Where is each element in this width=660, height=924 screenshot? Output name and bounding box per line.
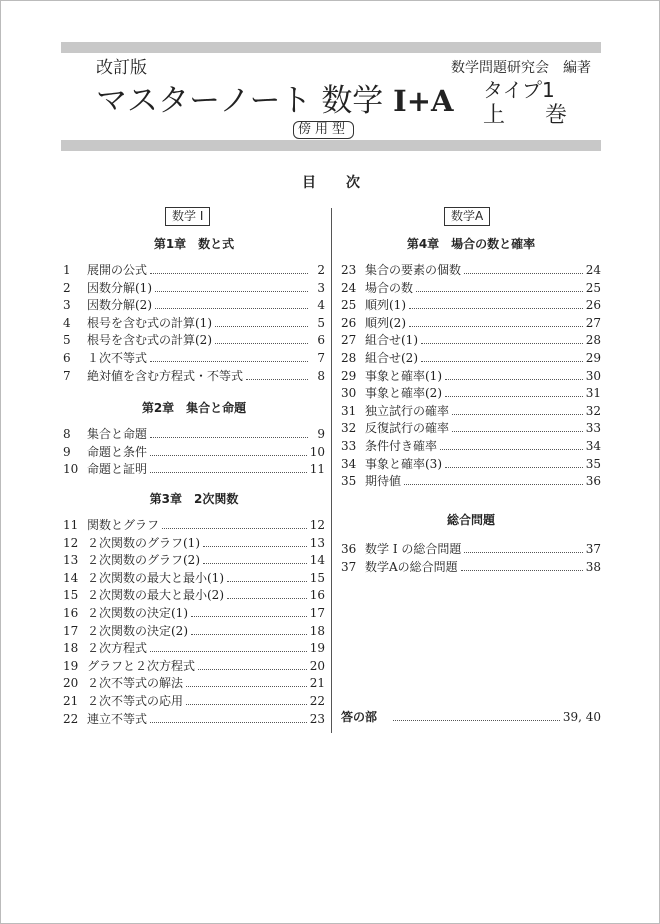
entry-page: 34 (585, 438, 601, 453)
entry-title: 順列(2) (365, 315, 406, 330)
dot-leader (461, 560, 583, 571)
dot-leader (227, 588, 307, 599)
entry-page: 26 (585, 298, 601, 313)
entry-page: 30 (585, 368, 601, 383)
dot-leader (203, 553, 307, 564)
title-ia: I+A (393, 84, 454, 118)
dot-leader (440, 439, 583, 450)
entry-page: 20 (309, 658, 325, 673)
dot-leader (150, 641, 307, 652)
book-title (96, 85, 454, 117)
toc-entry[interactable] (63, 280, 325, 298)
entry-page: 29 (585, 350, 601, 365)
entry-title: 数学Aの総合問題 (365, 559, 458, 574)
toc-list (63, 517, 325, 728)
toc-entry[interactable] (63, 315, 325, 333)
toc-entry[interactable] (341, 332, 601, 350)
entry-title: 因数分解(1) (87, 280, 152, 295)
entry-page: 33 (585, 421, 601, 436)
entry-title: 数学 I の総合問題 (365, 542, 462, 556)
entry-page: 18 (309, 623, 325, 638)
entry-title: ２次不等式の解法 (87, 676, 184, 691)
entry-number: 35 (341, 474, 357, 489)
toc-entry[interactable] (63, 368, 325, 386)
dot-leader (155, 298, 308, 309)
dot-leader (445, 369, 583, 380)
answers-row[interactable] (341, 709, 601, 727)
toc-entry[interactable] (63, 517, 325, 535)
toc-entry[interactable] (63, 693, 325, 711)
entry-number: 8 (63, 427, 71, 441)
toc-entry[interactable] (341, 420, 601, 438)
toc-list (63, 262, 325, 385)
dot-leader (464, 542, 582, 553)
entry-number: 32 (341, 421, 357, 436)
entry-page: 31 (585, 386, 601, 401)
entry-title: ２次不等式の応用 (87, 693, 184, 708)
toc-entry[interactable] (63, 444, 325, 462)
toc-entry[interactable] (63, 535, 325, 553)
column-divider (331, 208, 332, 733)
chapter-heading: 第1章 数と式 (153, 237, 235, 251)
toc-entry[interactable] (341, 262, 601, 280)
title-subject: 数学 (321, 83, 384, 119)
toc-entry[interactable] (341, 559, 601, 577)
entry-number: 29 (341, 368, 357, 383)
dot-leader (416, 281, 583, 292)
entry-page: 28 (585, 333, 601, 348)
entry-number: 18 (63, 641, 79, 656)
dot-leader (227, 571, 307, 582)
chapter-heading: 第3章 2次関数 (149, 492, 239, 506)
toc-entry[interactable] (341, 456, 601, 474)
entry-page: 19 (309, 641, 325, 656)
entry-number: 20 (63, 676, 79, 691)
entry-page: 8 (317, 368, 325, 383)
entry-page: 23 (309, 711, 325, 726)
toc-entry[interactable] (63, 640, 325, 658)
entry-page: 36 (585, 474, 601, 489)
toc-entry[interactable] (63, 297, 325, 315)
subject-box-matha: 数学A (444, 207, 490, 226)
entry-number: 26 (341, 315, 357, 330)
entry-title: 条件付き確率 (365, 438, 438, 453)
entry-page: 13 (309, 535, 325, 550)
entry-title: 組合せ(1) (365, 333, 418, 348)
chapter-heading: 第2章 集合と命題 (141, 401, 247, 415)
entry-title: 連立不等式 (87, 711, 148, 726)
answers-label: 答の部 (341, 710, 378, 724)
entry-title: ２次関数の決定(2) (87, 623, 188, 638)
dot-leader (150, 263, 308, 274)
dot-leader (150, 462, 307, 473)
entry-page: 32 (585, 403, 601, 418)
toc-entry[interactable] (63, 552, 325, 570)
entry-title: 事象と確率(3) (365, 456, 442, 471)
entry-title: ２次関数のグラフ(1) (87, 535, 200, 550)
entry-number: 25 (341, 298, 357, 313)
entry-title: 関数とグラフ (87, 518, 160, 532)
entry-number: 12 (63, 535, 79, 550)
entry-number: 9 (63, 444, 71, 459)
dot-leader (404, 474, 583, 485)
entry-page: 27 (585, 315, 601, 330)
dot-leader (198, 659, 307, 670)
dot-leader (445, 386, 583, 397)
entry-title: 集合の要素の個数 (365, 263, 462, 277)
toc-entry[interactable] (341, 297, 601, 315)
entry-number: 23 (341, 263, 357, 277)
entry-title: 因数分解(2) (87, 298, 152, 313)
toc-entry[interactable] (63, 262, 325, 280)
dot-leader (421, 351, 583, 362)
toc-entry[interactable] (341, 473, 601, 491)
entry-title: 期待値 (365, 474, 402, 489)
entry-title: 事象と確率(1) (365, 368, 442, 383)
entry-number: 6 (63, 350, 71, 365)
entry-number: 21 (63, 693, 79, 708)
entry-title: ２次関数の最大と最小(1) (87, 570, 224, 585)
dot-leader (191, 606, 307, 617)
entry-page: 5 (317, 315, 325, 330)
dot-leader (393, 710, 560, 721)
dot-leader (150, 427, 308, 438)
entry-number: 2 (63, 280, 71, 295)
type-label: タイプ1 (483, 78, 555, 102)
dot-leader (452, 404, 583, 415)
entry-page: 17 (309, 605, 325, 620)
dot-leader (421, 333, 583, 344)
toc-list (341, 262, 601, 491)
entry-title: 反復試行の確率 (365, 421, 450, 436)
entry-title: 組合せ(2) (365, 350, 418, 365)
entry-number: 11 (63, 518, 79, 532)
entry-title: 集合と命題 (87, 427, 148, 441)
dot-leader (215, 316, 308, 327)
entry-page: 3 (317, 280, 325, 295)
toc-entry[interactable] (63, 570, 325, 588)
entry-title: 場合の数 (365, 280, 414, 295)
entry-title: 展開の公式 (87, 263, 148, 277)
dot-leader (203, 536, 307, 547)
entry-title: 命題と条件 (87, 444, 148, 459)
header-top-bar (61, 42, 601, 53)
toc-entry[interactable] (341, 385, 601, 403)
entry-number: 3 (63, 298, 71, 313)
entry-page: 22 (309, 693, 325, 708)
entry-title: 命題と証明 (87, 462, 148, 477)
author: 数学問題研究会 編著 (451, 60, 591, 76)
entry-number: 7 (63, 368, 71, 383)
entry-page: 21 (309, 676, 325, 691)
volume-label (483, 104, 567, 128)
entry-title: 事象と確率(2) (365, 386, 442, 401)
toc-entry[interactable] (63, 658, 325, 676)
toc-entry[interactable] (63, 461, 325, 479)
entry-title: 絶対値を含む方程式・不等式 (87, 368, 244, 383)
toc-entry[interactable] (341, 280, 601, 298)
dot-leader (162, 518, 307, 529)
dot-leader (246, 369, 308, 380)
toc-entry[interactable] (63, 350, 325, 368)
entry-number: 33 (341, 438, 357, 453)
entry-title: 根号を含む式の計算(1) (87, 315, 212, 330)
entry-page: 6 (317, 333, 325, 348)
entry-number: 34 (341, 456, 357, 471)
entry-number: 31 (341, 403, 357, 418)
toc-entry[interactable] (63, 587, 325, 605)
entry-number: 1 (63, 263, 71, 277)
dot-leader (464, 263, 583, 274)
entry-title: グラフと２次方程式 (87, 658, 196, 673)
entry-page: 12 (309, 518, 325, 532)
toc-entry[interactable] (63, 675, 325, 693)
subject-box-math1: 数学 I (165, 207, 210, 226)
entry-number: 17 (63, 623, 79, 638)
toc-entry[interactable] (341, 368, 601, 386)
usage-badge: 傍用型 (293, 121, 354, 139)
toc-entry[interactable] (63, 623, 325, 641)
dot-leader (445, 457, 583, 468)
entry-title: ２次関数の最大と最小(2) (87, 588, 224, 603)
entry-title: 順列(1) (365, 298, 406, 313)
entry-page: 9 (317, 427, 325, 441)
dot-leader (150, 351, 308, 362)
volume-b: 巻 (544, 103, 567, 128)
toc-title: 目次 (302, 175, 390, 191)
toc-entry[interactable] (63, 711, 325, 729)
entry-title: 独立試行の確率 (365, 403, 450, 418)
dot-leader (155, 281, 308, 292)
entry-number: 19 (63, 658, 79, 673)
toc-entry[interactable] (63, 332, 325, 350)
entry-number: 37 (341, 559, 357, 574)
title-main: マスターノート (96, 83, 312, 119)
dot-leader (409, 316, 583, 327)
entry-page: 11 (309, 462, 325, 477)
toc-entry[interactable] (341, 541, 601, 559)
toc-entry[interactable] (341, 438, 601, 456)
entry-page: 4 (317, 298, 325, 313)
answers-page: 39, 40 (562, 710, 601, 724)
entry-number: 30 (341, 386, 357, 401)
entry-number: 5 (63, 333, 71, 348)
toc-entry[interactable] (63, 426, 325, 444)
entry-title: 根号を含む式の計算(2) (87, 333, 212, 348)
entry-number: 4 (63, 315, 71, 330)
entry-page: 7 (317, 350, 325, 365)
entry-number: 14 (63, 570, 79, 585)
entry-page: 37 (585, 542, 601, 556)
entry-number: 16 (63, 605, 79, 620)
dot-leader (186, 694, 307, 705)
dot-leader (186, 676, 307, 687)
entry-title: ２次方程式 (87, 641, 148, 656)
entry-page: 35 (585, 456, 601, 471)
edition-label: 改訂版 (96, 58, 147, 78)
dot-leader (191, 624, 307, 635)
chapter-heading: 第4章 場合の数と確率 (406, 237, 536, 251)
toc-list (63, 426, 325, 479)
entry-page: 16 (309, 588, 325, 603)
entry-page: 24 (585, 263, 601, 277)
entry-page: 38 (585, 559, 601, 574)
entry-number: 24 (341, 280, 357, 295)
entry-title: ２次関数の決定(1) (87, 605, 188, 620)
entry-number: 22 (63, 711, 79, 726)
entry-number: 28 (341, 350, 357, 365)
entry-number: 15 (63, 588, 79, 603)
entry-page: 2 (317, 263, 325, 277)
toc-entry[interactable] (341, 315, 601, 333)
entry-page: 10 (309, 444, 325, 459)
entry-page: 25 (585, 280, 601, 295)
entry-number: 10 (63, 462, 79, 477)
entry-page: 14 (309, 553, 325, 568)
toc-entry[interactable] (63, 605, 325, 623)
dot-leader (215, 333, 308, 344)
toc-entry[interactable] (341, 350, 601, 368)
dot-leader (150, 445, 307, 456)
chapter-heading: 総合問題 (446, 513, 495, 527)
entry-title: ２次関数のグラフ(2) (87, 553, 200, 568)
dot-leader (409, 298, 583, 309)
toc-entry[interactable] (341, 403, 601, 421)
volume-a: 上 (483, 103, 506, 128)
toc-list (341, 541, 601, 576)
entry-number: 13 (63, 553, 79, 568)
entry-page: 15 (309, 570, 325, 585)
entry-title: １次不等式 (87, 350, 148, 365)
dot-leader (452, 421, 583, 432)
header-bottom-bar (61, 140, 601, 151)
dot-leader (150, 712, 307, 723)
entry-number: 27 (341, 333, 357, 348)
entry-number: 36 (341, 542, 357, 556)
